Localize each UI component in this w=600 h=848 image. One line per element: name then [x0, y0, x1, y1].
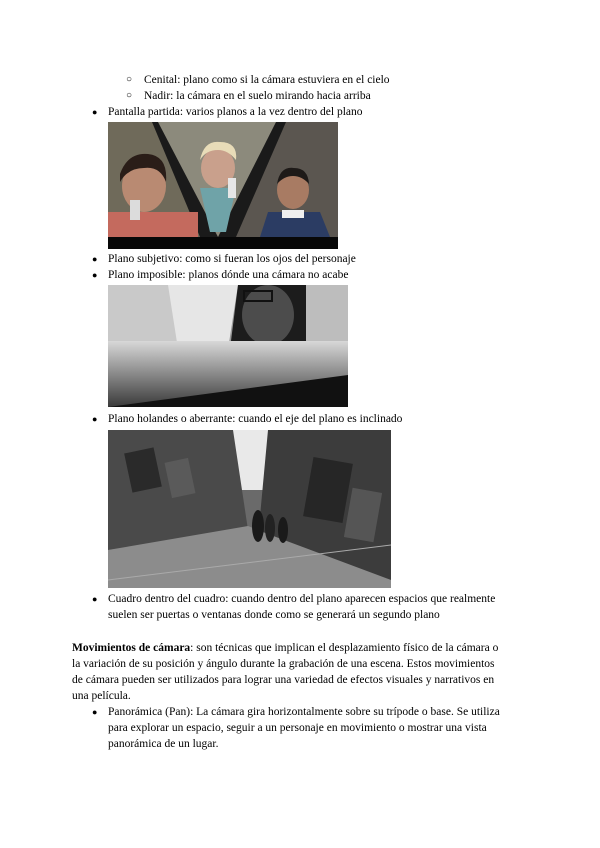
bullet-marker: ● — [92, 270, 98, 280]
bullet-marker: ● — [92, 414, 98, 424]
bullet-marker: ● — [92, 707, 98, 717]
movimientos-line-2: la variación de su posición y ángulo durante la grabación de una escena. Estos movimientos — [72, 658, 495, 670]
split-screen-image — [108, 122, 338, 249]
bullet-cuadro-line-1: Cuadro dentro del cuadro: cuando dentro del plano aparecen espacios que realmente — [108, 593, 496, 605]
bullet-plano-imposible: Plano imposible: planos dónde una cámara no acabe — [108, 269, 349, 281]
panoramica-line-2: para explorar un espacio, seguir a un personaje en movimiento o mostrar una vista — [108, 722, 487, 734]
bullet-plano-holandes: Plano holandes o aberrante: cuando el eje del plano es inclinado — [108, 413, 403, 425]
movimientos-line-3: de cámara pueden ser utilizados para lograr una variedad de efectos visuales y narrativos en — [72, 674, 495, 686]
sublist-item-cenital: Cenital: plano como si la cámara estuviera en el cielo — [144, 74, 390, 86]
sublist-item-nadir: Nadir: la cámara en el suelo mirando hacia arriba — [144, 90, 371, 102]
panoramica-line-1: Panorámica (Pan): La cámara gira horizontalmente sobre su trípode o base. Se utiliza — [108, 706, 500, 718]
bullet-marker: ● — [92, 254, 98, 264]
dutch-angle-street-image — [108, 430, 391, 588]
bullet-cuadro-line-2: suelen ser puertas o ventanas donde como se generará un segundo plano — [108, 609, 440, 621]
bullet-pantalla-partida: Pantalla partida: varios planos a la vez dentro del plano — [108, 106, 363, 118]
bullet-marker: ● — [92, 594, 98, 604]
bullet-marker: ● — [92, 107, 98, 117]
sub-bullet-marker: ○ — [126, 90, 133, 101]
movimientos-heading: Movimientos de cámara — [72, 642, 191, 654]
bullet-plano-subjetivo: Plano subjetivo: como si fueran los ojos del personaje — [108, 253, 356, 265]
movimientos-line-1: Movimientos de cámara: son técnicas que implican el desplazamiento físico de la cámara o — [72, 642, 499, 654]
impossible-shot-image — [108, 285, 348, 407]
panoramica-line-3: panorámica de un lugar. — [108, 738, 219, 750]
sub-bullet-marker: ○ — [126, 74, 133, 85]
movimientos-line-4: una película. — [72, 690, 131, 702]
